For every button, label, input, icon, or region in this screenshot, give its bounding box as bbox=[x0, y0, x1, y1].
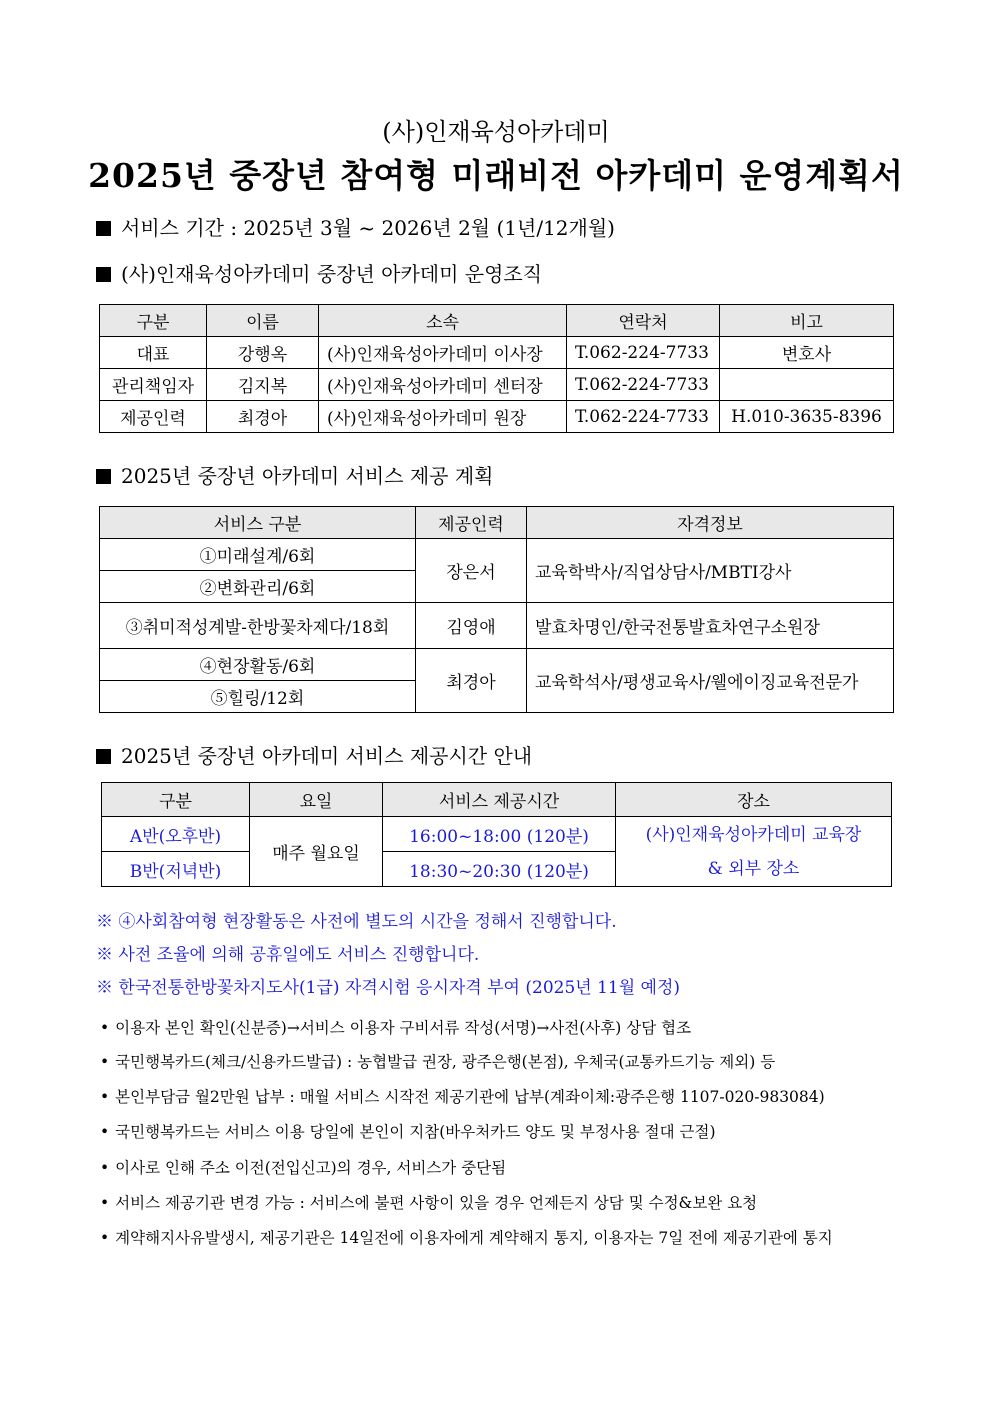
table-cell: 최경아 bbox=[207, 401, 319, 433]
table-cell: 제공인력 bbox=[100, 401, 207, 433]
place-line-1: (사)인재육성아카데미 교육장 bbox=[645, 824, 862, 845]
section-heading-text: 2025년 중장년 아카데미 서비스 제공시간 안내 bbox=[121, 744, 533, 768]
list-item bbox=[100, 1050, 775, 1072]
table-cell: 관리책임자 bbox=[100, 369, 207, 401]
service-cell: ①미래설계/6회 bbox=[100, 539, 416, 571]
column-header: 서비스 구분 bbox=[100, 507, 416, 539]
table-cell: T.062-224-7733 bbox=[567, 401, 720, 433]
table-row bbox=[100, 603, 894, 649]
list-item-text: 본인부담금 월2만원 납부 : 매월 서비스 시작전 제공기관에 납부(계좌이체:광주은행 1107-020-983084) bbox=[115, 1088, 825, 1106]
service-cell: ⑤힐링/12회 bbox=[100, 681, 416, 713]
table-row bbox=[100, 369, 894, 401]
list-item bbox=[100, 1191, 757, 1213]
square-bullet-icon bbox=[96, 749, 111, 764]
table-row bbox=[100, 539, 894, 571]
table-cell: 대표 bbox=[100, 337, 207, 369]
list-item bbox=[100, 1085, 825, 1107]
note-item: ※ 사전 조율에 의해 공휴일에도 서비스 진행합니다. bbox=[96, 945, 480, 965]
list-item bbox=[100, 1016, 691, 1038]
list-item bbox=[100, 1120, 716, 1142]
day-cell: 매주 월요일 bbox=[250, 817, 383, 887]
class-a-cell: A반(오후반) bbox=[102, 817, 250, 852]
column-header: 요일 bbox=[250, 783, 383, 817]
square-bullet-icon bbox=[96, 267, 111, 282]
section-heading-plan bbox=[96, 460, 494, 489]
column-header: 서비스 제공시간 bbox=[383, 783, 616, 817]
staff-cell: 최경아 bbox=[416, 649, 527, 713]
service-period bbox=[96, 212, 615, 241]
place-line-2: & 외부 장소 bbox=[707, 858, 800, 879]
table-cell: H.010-3635-8396 bbox=[720, 401, 894, 433]
bullet-icon: • bbox=[100, 1194, 110, 1212]
note-item: ※ ④사회참여형 현장활동은 사전에 별도의 시간을 정해서 진행합니다. bbox=[96, 912, 617, 932]
place-cell bbox=[616, 817, 892, 887]
table-cell: (사)인재육성아카데미 원장 bbox=[319, 401, 567, 433]
staff-cell: 김영애 bbox=[416, 603, 527, 649]
list-item-text: 서비스 제공기관 변경 가능 : 서비스에 불편 사항이 있을 경우 언제든지 상담 및 수정&보완 요청 bbox=[115, 1194, 758, 1212]
table-cell: T.062-224-7733 bbox=[567, 369, 720, 401]
section-heading-text: (사)인재육성아카데미 중장년 아카데미 운영조직 bbox=[121, 262, 543, 286]
bullet-icon: • bbox=[100, 1019, 110, 1037]
service-cell: ③취미적성계발-한방꽃차제다/18회 bbox=[100, 603, 416, 649]
table-cell: (사)인재육성아카데미 이사장 bbox=[319, 337, 567, 369]
column-header: 자격정보 bbox=[527, 507, 894, 539]
column-header: 제공인력 bbox=[416, 507, 527, 539]
column-header: 비고 bbox=[720, 305, 894, 337]
table-row bbox=[100, 401, 894, 433]
column-header: 이름 bbox=[207, 305, 319, 337]
bullet-icon: • bbox=[100, 1088, 110, 1106]
table-row bbox=[100, 649, 894, 681]
service-cell: ④현장활동/6회 bbox=[100, 649, 416, 681]
org-name: (사)인재육성아카데미 bbox=[382, 118, 610, 146]
section-heading-text: 2025년 중장년 아카데미 서비스 제공 계획 bbox=[121, 464, 494, 488]
table-cell: T.062-224-7733 bbox=[567, 337, 720, 369]
list-item-text: 이사로 인해 주소 이전(전입신고)의 경우, 서비스가 중단됨 bbox=[115, 1159, 507, 1177]
column-header: 장소 bbox=[616, 783, 892, 817]
table-row bbox=[102, 817, 892, 852]
list-item bbox=[100, 1156, 506, 1178]
table-row bbox=[100, 337, 894, 369]
table-cell: 김지복 bbox=[207, 369, 319, 401]
time-a-cell: 16:00~18:00 (120분) bbox=[383, 817, 616, 852]
list-item-text: 국민행복카드(체크/신용카드발급) : 농협발급 권장, 광주은행(본점), 우체국(교통카드기능 제외) 등 bbox=[115, 1053, 776, 1071]
square-bullet-icon bbox=[96, 221, 111, 236]
bullet-icon: • bbox=[100, 1159, 110, 1177]
document-title: 2025년 중장년 참여형 미래비전 아카데미 운영계획서 bbox=[88, 156, 904, 195]
class-b-cell: B반(저녁반) bbox=[102, 852, 250, 887]
note-item: ※ 한국전통한방꽃차지도사(1급) 자격시험 응시자격 부여 (2025년 11월 예정) bbox=[96, 978, 681, 998]
service-cell: ②변화관리/6회 bbox=[100, 571, 416, 603]
table-cell: 강행옥 bbox=[207, 337, 319, 369]
plan-table bbox=[99, 506, 894, 713]
service-period-text: 서비스 기간 : 2025년 3월 ~ 2026년 2월 (1년/12개월) bbox=[121, 216, 615, 240]
section-heading-time bbox=[96, 740, 532, 769]
column-header: 구분 bbox=[102, 783, 250, 817]
list-item-text: 계약해지사유발생시, 제공기관은 14일전에 이용자에게 계약해지 통지, 이용자는 7일 전에 제공기관에 통지 bbox=[115, 1229, 833, 1247]
bullet-icon: • bbox=[100, 1123, 110, 1141]
list-item-text: 국민행복카드는 서비스 이용 당일에 본인이 지참(바우처카드 양도 및 부정사용 절대 근절) bbox=[115, 1123, 716, 1141]
table-cell: 변호사 bbox=[720, 337, 894, 369]
table-cell bbox=[720, 369, 894, 401]
org-table bbox=[99, 304, 894, 433]
bullet-icon: • bbox=[100, 1229, 110, 1247]
column-header: 연락처 bbox=[567, 305, 720, 337]
section-heading-org bbox=[96, 258, 542, 287]
bullet-icon: • bbox=[100, 1053, 110, 1071]
list-item-text: 이용자 본인 확인(신분증)→서비스 이용자 구비서류 작성(서명)→사전(사후) 상담 협조 bbox=[115, 1019, 692, 1037]
column-header: 소속 bbox=[319, 305, 567, 337]
list-item bbox=[100, 1226, 833, 1248]
time-table bbox=[101, 782, 892, 887]
time-b-cell: 18:30~20:30 (120분) bbox=[383, 852, 616, 887]
table-cell: (사)인재육성아카데미 센터장 bbox=[319, 369, 567, 401]
qualification-cell: 교육학박사/직업상담사/MBTI강사 bbox=[527, 539, 894, 603]
column-header: 구분 bbox=[100, 305, 207, 337]
square-bullet-icon bbox=[96, 469, 111, 484]
qualification-cell: 발효차명인/한국전통발효차연구소원장 bbox=[527, 603, 894, 649]
qualification-cell: 교육학석사/평생교육사/웰에이징교육전문가 bbox=[527, 649, 894, 713]
staff-cell: 장은서 bbox=[416, 539, 527, 603]
